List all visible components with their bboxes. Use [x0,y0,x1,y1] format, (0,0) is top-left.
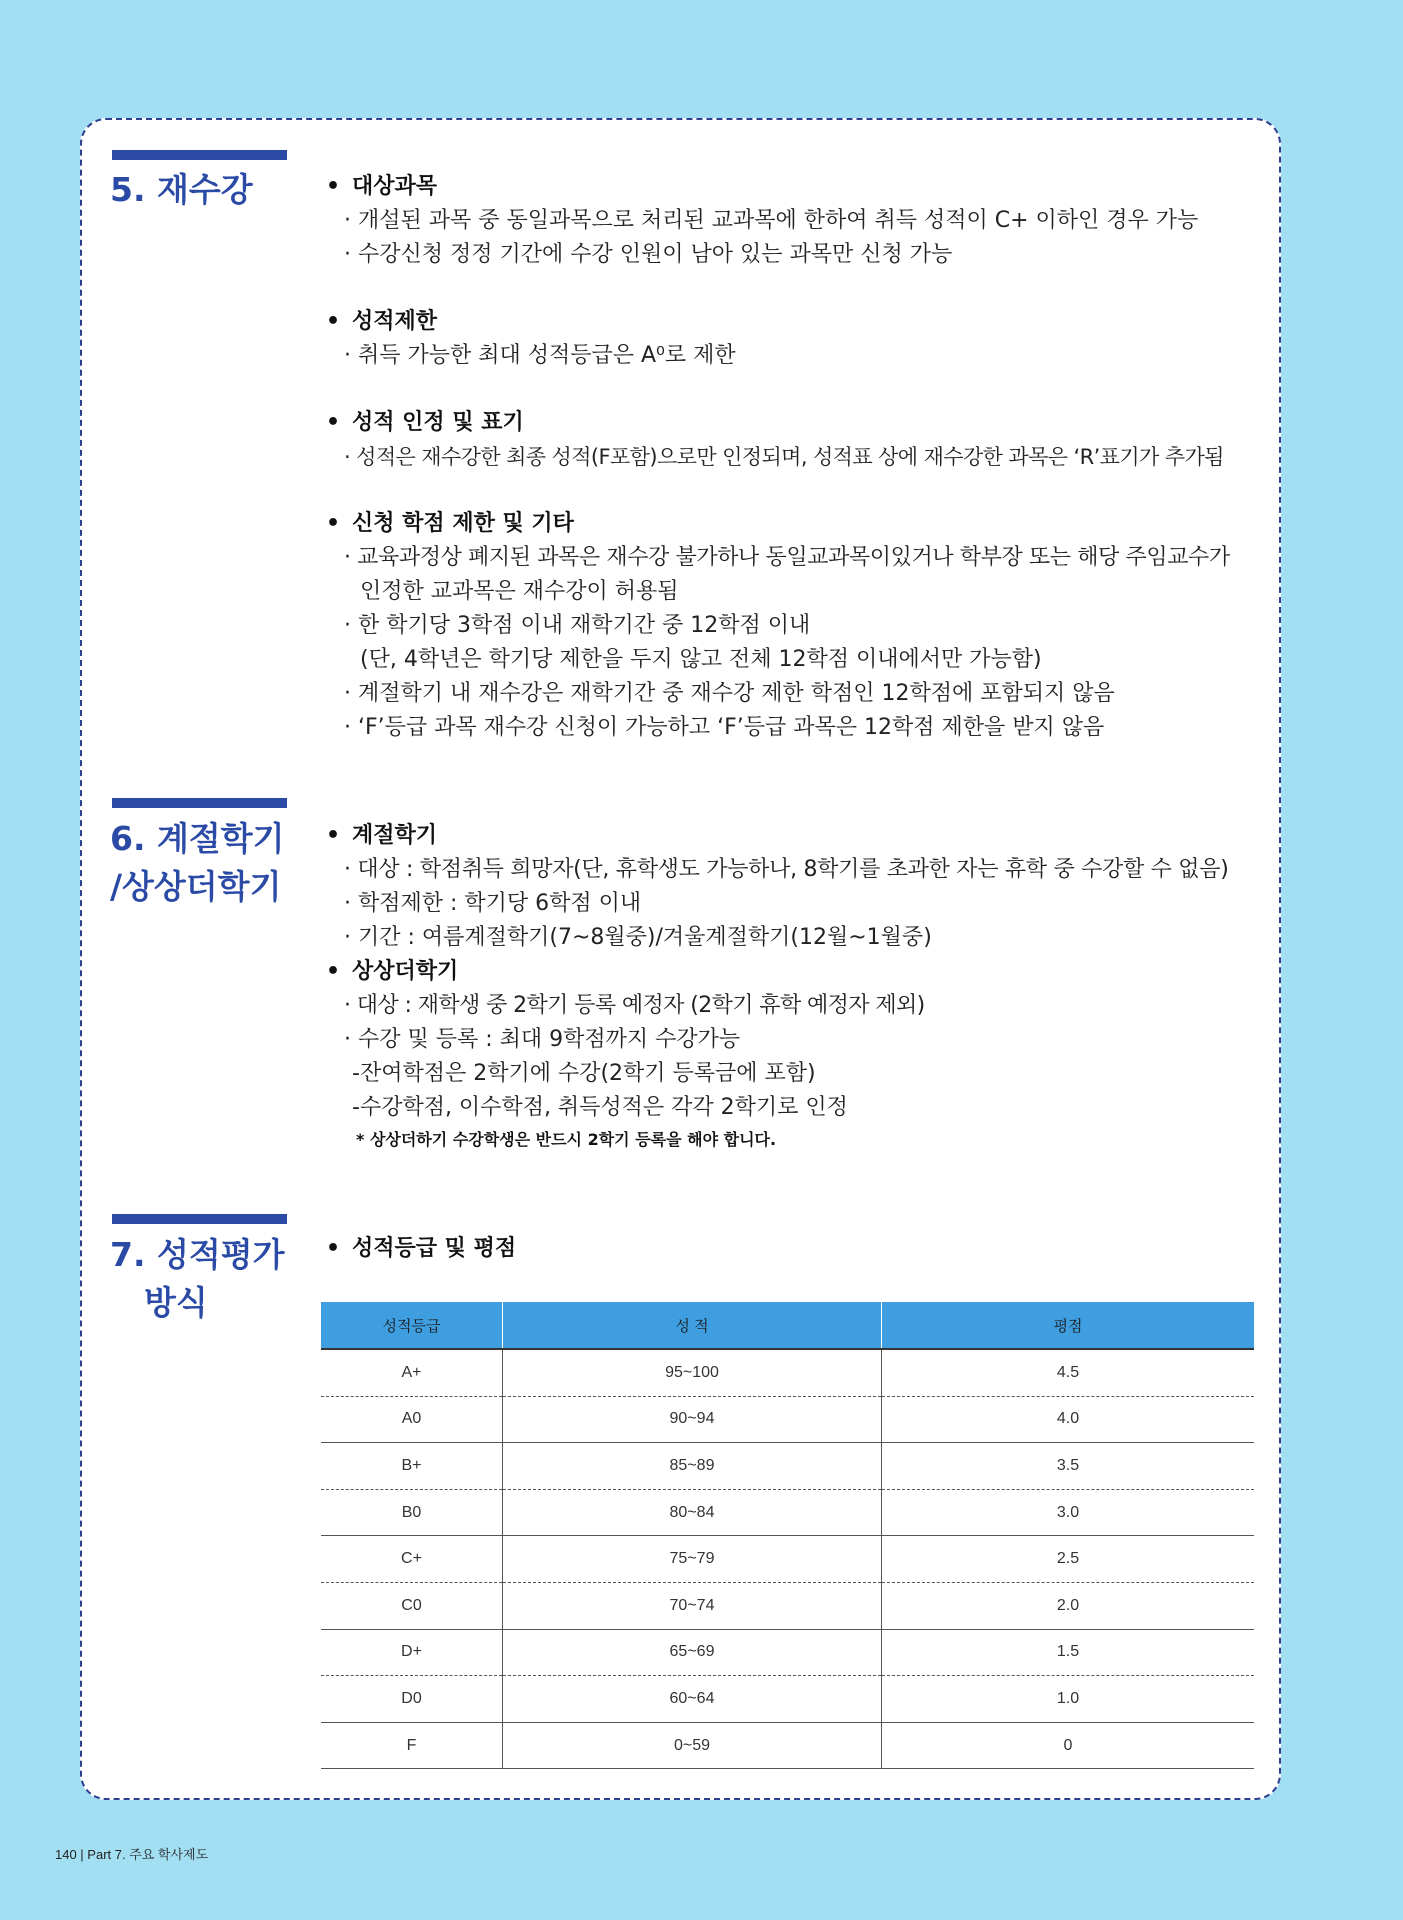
col-header-point: 평점 [882,1302,1255,1349]
cell-point: 2.5 [882,1536,1255,1583]
cell-grade: C0 [321,1582,503,1629]
cell-point: 1.5 [882,1629,1255,1676]
text-line: · 수강신청 정정 기간에 수강 인원이 남아 있는 과목만 신청 가능 [344,242,953,267]
cell-score: 85~89 [503,1443,882,1490]
section-6-title: 6. 계절학기 /상상더학기 [110,819,285,906]
cell-grade: C+ [321,1536,503,1583]
bullet-heading: • 성적제한 [326,309,438,334]
text-line: · 계절학기 내 재수강은 재학기간 중 재수강 제한 학점인 12학점에 포함되지 않음 [344,681,1115,706]
cell-point: 2.0 [882,1582,1255,1629]
cell-score: 65~69 [503,1629,882,1676]
cell-score: 80~84 [503,1489,882,1536]
text-line: · 대상 : 학점취득 희망자(단, 휴학생도 가능하나, 8학기를 초과한 자는 휴학 중 수강할 수 없음) [344,857,1229,882]
table-row [321,1443,1254,1490]
section-6-content [326,819,1256,1155]
cell-grade: D+ [321,1629,503,1676]
cell-grade: B+ [321,1443,503,1490]
cell-score: 60~64 [503,1676,882,1723]
bullet-heading: • 상상더학기 [326,959,459,984]
cell-point: 3.0 [882,1489,1255,1536]
table-row [321,1722,1254,1769]
cell-point: 4.0 [882,1396,1255,1443]
text-line: (단, 4학년은 학기당 제한을 두지 않고 전체 12학점 이내에서만 가능함) [360,647,1042,672]
section-7-bar [112,1214,287,1224]
cell-point: 4.5 [882,1349,1255,1396]
cell-score: 0~59 [503,1722,882,1769]
bullet-heading: • 계절학기 [326,823,438,848]
table-row [321,1536,1254,1583]
table-row [321,1629,1254,1676]
table-row [321,1349,1254,1396]
bullet-heading: • 대상과목 [326,174,438,199]
cell-point: 1.0 [882,1676,1255,1723]
bullet-heading: • 성적 인정 및 표기 [326,410,524,435]
section-6-bar [112,798,287,808]
text-line: · 취득 가능한 최대 성적등급은 A⁰로 제한 [344,343,736,368]
cell-score: 70~74 [503,1582,882,1629]
text-line: · 개설된 과목 중 동일과목으로 처리된 교과목에 한하여 취득 성적이 C+ 이하인 경우 가능 [344,208,1199,233]
text-line: -잔여학점은 2학기에 수강(2학기 등록금에 포함) [352,1061,816,1086]
section-7-content [326,1232,1256,1266]
text-line: · 기간 : 여름계절학기(7~8월중)/겨울계절학기(12월~1월중) [344,925,932,950]
table-row [321,1489,1254,1536]
cell-grade: F [321,1722,503,1769]
cell-grade: D0 [321,1676,503,1723]
section-5-bar [112,150,287,160]
note-text: * 상상더하기 수강학생은 반드시 2학기 등록을 해야 합니다. [356,1130,777,1149]
section-5-content [326,170,1256,745]
bullet-heading: • 성적등급 및 평점 [326,1236,517,1261]
text-line: · 한 학기당 3학점 이내 재학기간 중 12학점 이내 [344,613,811,638]
cell-grade: A0 [321,1396,503,1443]
table-row [321,1676,1254,1723]
section-5-title: 5. 재수강 [110,170,253,209]
cell-grade: B0 [321,1489,503,1536]
text-line: -수강학점, 이수학점, 취득성적은 각각 2학기로 인정 [352,1095,848,1120]
text-line: · 학점제한 : 학기당 6학점 이내 [344,891,642,916]
cell-score: 75~79 [503,1536,882,1583]
text-line: · 성적은 재수강한 최종 성적(F포함)으로만 인정되며, 성적표 상에 재수강한 과목은 ‘R’표기가 추가됨 [344,445,1224,469]
text-line: · 교육과정상 폐지된 과목은 재수강 불가하나 동일교과목이있거나 학부장 또는 해당 주임교수가 [344,545,1230,570]
col-header-grade: 성적등급 [321,1302,503,1349]
page-footer: 140 | Part 7. 주요 학사제도 [55,1847,209,1862]
cell-point: 0 [882,1722,1255,1769]
bullet-heading: • 신청 학점 제한 및 기타 [326,511,574,536]
text-line: · 대상 : 재학생 중 2학기 등록 예정자 (2학기 휴학 예정자 제외) [344,993,925,1018]
cell-score: 90~94 [503,1396,882,1443]
cell-point: 3.5 [882,1443,1255,1490]
col-header-score: 성 적 [503,1302,882,1349]
cell-grade: A+ [321,1349,503,1396]
text-line: 인정한 교과목은 재수강이 허용됨 [360,579,679,604]
cell-score: 95~100 [503,1349,882,1396]
grade-table [321,1302,1254,1769]
text-line: · ‘F’등급 과목 재수강 신청이 가능하고 ‘F’등급 과목은 12학점 제한을 받지 않음 [344,715,1105,740]
text-line: · 수강 및 등록 : 최대 9학점까지 수강가능 [344,1027,741,1052]
section-7-title: 7. 성적평가 방식 [110,1235,285,1322]
table-row [321,1582,1254,1629]
table-row [321,1396,1254,1443]
